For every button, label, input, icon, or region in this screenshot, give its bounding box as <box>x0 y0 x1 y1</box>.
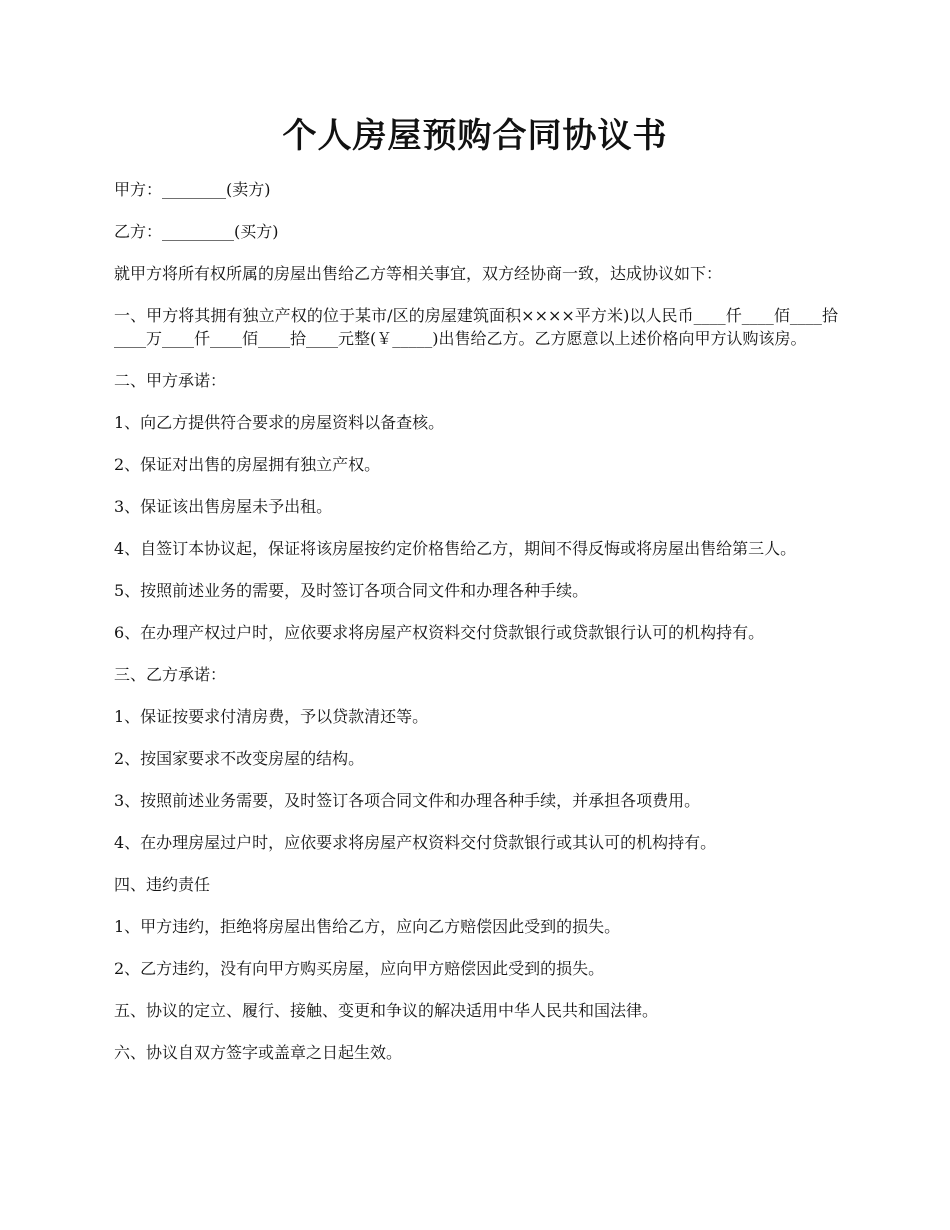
party-b-item-1: 1、保证按要求付清房费，予以贷款清还等。 <box>114 707 429 726</box>
party-b-item-4: 4、在办理房屋过户时，应依要求将房屋产权资料交付贷款银行或其认可的机构持有。 <box>114 833 717 852</box>
breach-item-2: 2、乙方违约，没有向甲方购买房屋，应向甲方赔偿因此受到的损失。 <box>114 959 605 978</box>
clause-6-effective-date: 六、协议自双方签字或盖章之日起生效。 <box>114 1043 403 1062</box>
clause-1-sale-price: 一、甲方将其拥有独立产权的位于某市/区的房屋建筑面积××××平方米)以人民币____仟____佰____拾____万____仟____佰____拾____元整(￥_____)出售给乙方。乙方愿意以上述价格向甲方认购该房。 <box>114 306 838 348</box>
section-heading-breach-liability: 四、违约责任 <box>114 875 211 894</box>
party-b-line: 乙方：_________(买方) <box>114 222 279 241</box>
clause-5-governing-law: 五、协议的定立、履行、接触、变更和争议的解决适用中华人民共和国法律。 <box>114 1001 659 1020</box>
party-b-item-3: 3、按照前述业务需要，及时签订各项合同文件和办理各种手续，并承担各项费用。 <box>114 791 701 810</box>
document-title: 个人房屋预购合同协议书 <box>282 116 668 156</box>
party-a-item-5: 5、按照前述业务的需要，及时签订各项合同文件和办理各种手续。 <box>114 581 589 600</box>
party-a-item-6: 6、在办理产权过户时，应依要求将房屋产权资料交付贷款银行或贷款银行认可的机构持有。 <box>114 623 765 642</box>
party-a-item-1: 1、向乙方提供符合要求的房屋资料以备查核。 <box>114 413 445 432</box>
section-heading-party-a-commitments: 二、甲方承诺： <box>114 371 227 390</box>
preamble: 就甲方将所有权所属的房屋出售给乙方等相关事宜，双方经协商一致，达成协议如下： <box>114 264 723 283</box>
section-heading-party-b-commitments: 三、乙方承诺： <box>114 665 227 684</box>
party-a-item-3: 3、保证该出售房屋未予出租。 <box>114 497 333 516</box>
party-a-item-4: 4、自签订本协议起，保证将该房屋按约定价格售给乙方，期间不得反悔或将房屋出售给第三人。 <box>114 539 797 558</box>
party-b-item-2: 2、按国家要求不改变房屋的结构。 <box>114 749 365 768</box>
breach-item-1: 1、甲方违约，拒绝将房屋出售给乙方，应向乙方赔偿因此受到的损失。 <box>114 917 621 936</box>
party-a-item-2: 2、保证对出售的房屋拥有独立产权。 <box>114 455 381 474</box>
party-a-line: 甲方：________(卖方) <box>114 180 271 199</box>
document-body <box>114 178 838 1083</box>
